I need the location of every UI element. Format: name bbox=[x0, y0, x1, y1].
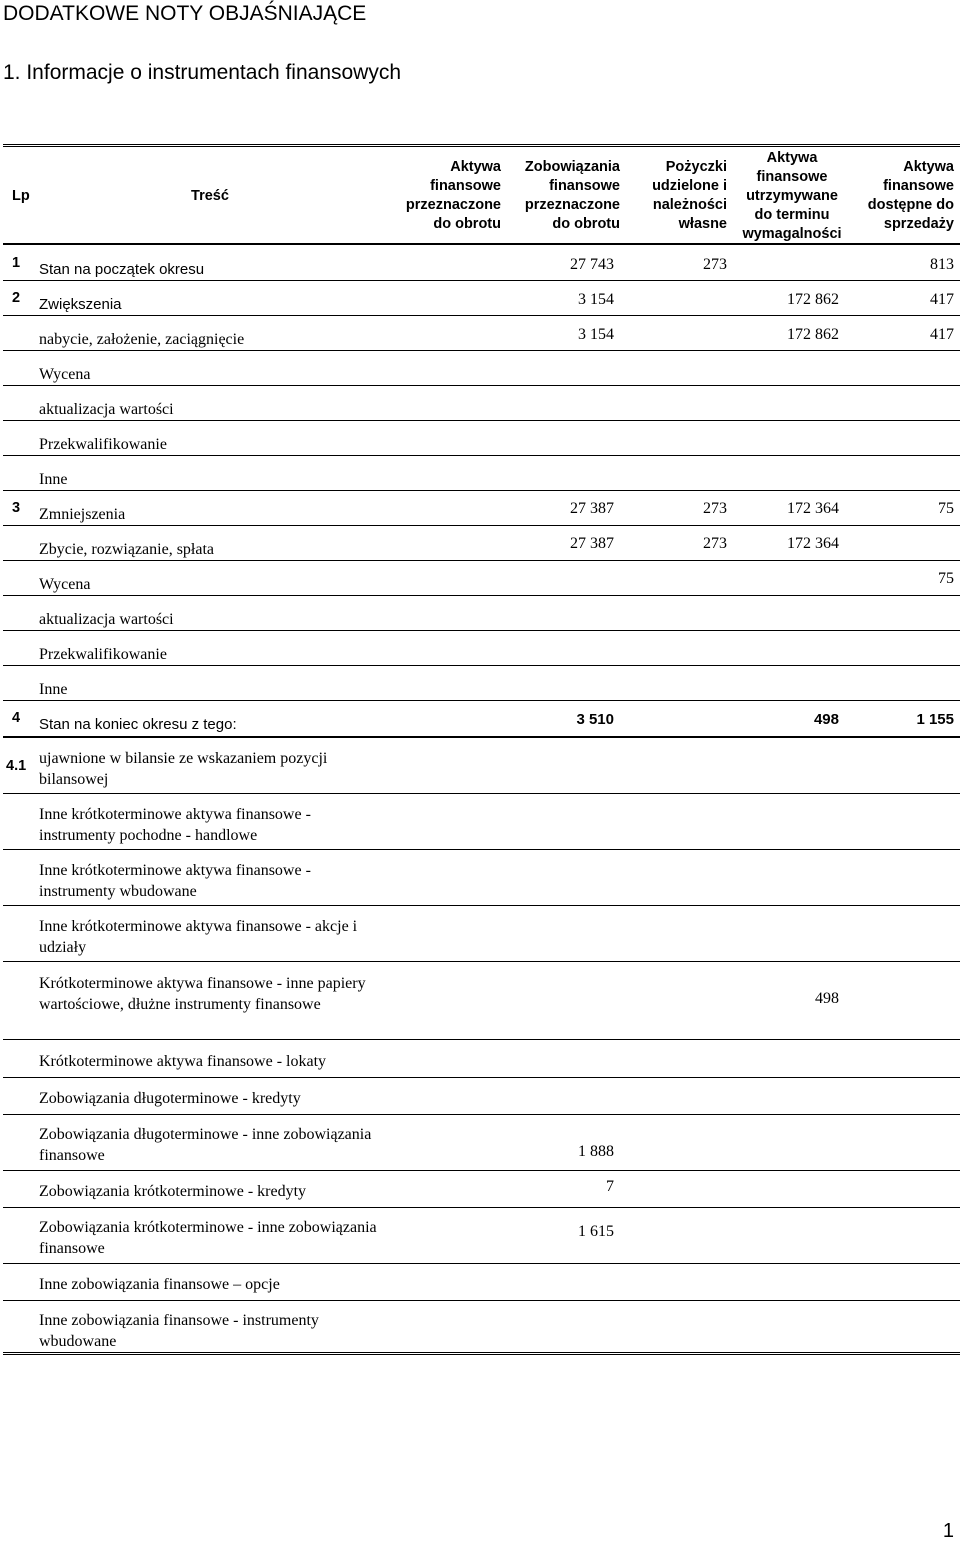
row-divider bbox=[3, 1114, 960, 1115]
table-bottom-border bbox=[3, 1352, 960, 1355]
header-lp: Lp bbox=[12, 188, 30, 204]
row-divider bbox=[3, 736, 960, 738]
row-divider bbox=[3, 1300, 960, 1301]
table-top-border bbox=[3, 144, 960, 147]
row-divider bbox=[3, 1039, 960, 1040]
section-title: 1. Informacje o instrumentach finansowych bbox=[3, 61, 402, 84]
page-number: 1 bbox=[942, 1520, 954, 1542]
header-col-held-to-maturity: Aktywa finansowe utrzymywane do terminu wymagalności bbox=[742, 150, 842, 242]
row-divider bbox=[3, 525, 960, 526]
row-divider bbox=[3, 849, 960, 850]
row-divider bbox=[3, 490, 960, 491]
header-col-loans-receivables: Pożyczki udzielone i należności własne bbox=[652, 159, 727, 232]
header-col-trading-assets: Aktywa finansowe przeznaczone do obrotu bbox=[405, 159, 501, 232]
row-divider bbox=[3, 961, 960, 962]
row-divider bbox=[3, 385, 960, 386]
header-col-trading-liabilities: Zobowiązania finansowe przeznaczone do obrotu bbox=[524, 159, 620, 232]
page-title: DODATKOWE NOTY OBJAŚNIAJĄCE bbox=[3, 2, 367, 25]
row-divider bbox=[3, 595, 960, 596]
row-divider bbox=[3, 1207, 960, 1208]
row-divider bbox=[3, 1077, 960, 1078]
row-divider bbox=[3, 793, 960, 794]
header-col-available-for-sale: Aktywa finansowe dostępne do sprzedaży bbox=[867, 159, 954, 232]
row-divider bbox=[3, 665, 960, 666]
row-divider bbox=[3, 420, 960, 421]
row-divider bbox=[3, 1263, 960, 1264]
header-tresc: Treść bbox=[191, 188, 229, 204]
row-divider bbox=[3, 280, 960, 281]
header-bottom-border bbox=[3, 243, 960, 245]
row-divider bbox=[3, 1170, 960, 1171]
row-divider bbox=[3, 315, 960, 316]
row-divider bbox=[3, 700, 960, 701]
row-divider bbox=[3, 455, 960, 456]
row-divider bbox=[3, 350, 960, 351]
row-divider bbox=[3, 905, 960, 906]
row-divider bbox=[3, 630, 960, 631]
row-divider bbox=[3, 560, 960, 561]
